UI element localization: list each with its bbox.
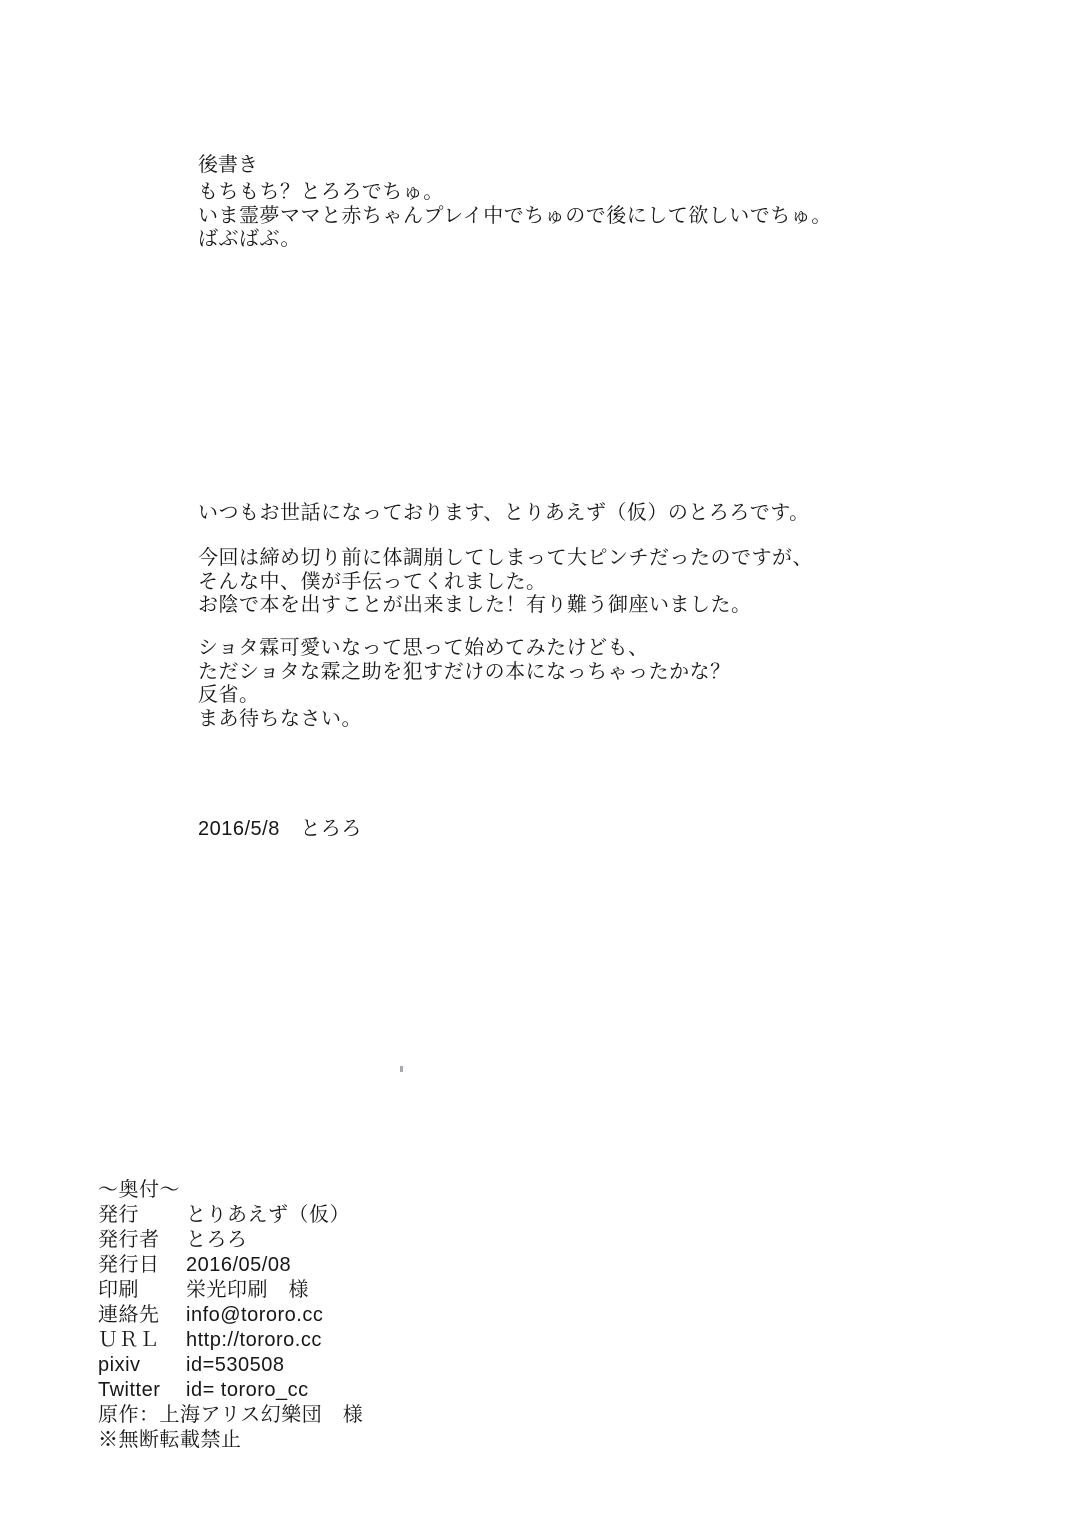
afterword-line: いま霊夢ママと赤ちゃんプレイ中でちゅので後にして欲しいでちゅ。: [198, 204, 832, 227]
afterword-paragraph: [198, 181, 832, 252]
colophon-value: とりあえず（仮）: [186, 1204, 350, 1226]
afterword-line: そんな中、僕が手伝ってくれました。: [198, 570, 547, 593]
colophon-row-pixiv: [98, 1353, 363, 1378]
colophon-label: pixiv: [98, 1354, 141, 1376]
colophon-label: 印刷: [98, 1279, 139, 1301]
afterword-heading: 後書き: [198, 154, 258, 177]
colophon-label: Twitter: [98, 1379, 161, 1401]
colophon-value: とろろ: [186, 1229, 248, 1251]
colophon-value: http://tororo.cc: [186, 1329, 322, 1351]
colophon-value: 2016/05/08: [186, 1254, 292, 1276]
colophon-row-author: [98, 1228, 363, 1253]
colophon-section: [98, 1178, 363, 1453]
date-signature-line: 2016/5/8 とろろ: [198, 818, 362, 840]
colophon-label: 連絡先: [98, 1304, 160, 1326]
afterword-paragraph: [198, 502, 810, 526]
afterword-line: ただショタな霖之助を犯すだけの本になっちゃったかな？: [198, 660, 731, 683]
afterword-paragraph: [198, 637, 731, 731]
original-work-line: 原作：上海アリス幻樂団 様: [98, 1404, 364, 1426]
scan-artifact-dot: [400, 1066, 403, 1072]
colophon-title: 〜奥付〜: [98, 1179, 180, 1201]
colophon-label: 発行: [98, 1204, 139, 1226]
colophon-label: 発行者: [98, 1229, 160, 1251]
afterword-line: もちもち？とろろでちゅ。: [198, 181, 444, 203]
afterword-line: いつもお世話になっております、とりあえず（仮）のとろろです。: [198, 502, 810, 524]
colophon-row-url: [98, 1328, 363, 1353]
colophon-row-twitter: [98, 1378, 363, 1403]
afterword-line: お陰で本を出すことが出来ました！有り難う御座いました。: [198, 594, 752, 616]
afterword-paragraph: [198, 547, 813, 618]
colophon-value: info@tororo.cc: [186, 1304, 324, 1326]
afterword-line: ばぶばぶ。: [198, 228, 301, 250]
colophon-value: id=530508: [186, 1354, 285, 1376]
colophon-label: ＵＲＬ: [98, 1329, 160, 1351]
afterword-line: ショタ霖可愛いなって思って始めてみたけども、: [198, 637, 649, 659]
colophon-label: 発行日: [98, 1254, 160, 1276]
afterword-line: 今回は締め切り前に体調崩してしまって大ピンチだったのですが、: [198, 547, 813, 569]
afterword-line: まあ待ちなさい。: [198, 707, 362, 730]
colophon-row-contact: [98, 1303, 363, 1328]
colophon-row-publish-date: [98, 1253, 363, 1278]
no-reproduction-notice: ※無断転載禁止: [98, 1429, 242, 1451]
colophon-row-printer: [98, 1278, 363, 1303]
colophon-value: 栄光印刷 様: [186, 1279, 309, 1301]
colophon-row-publisher: [98, 1203, 363, 1228]
colophon-value: id= tororo_cc: [186, 1379, 309, 1401]
afterword-line: 反省。: [198, 684, 260, 706]
